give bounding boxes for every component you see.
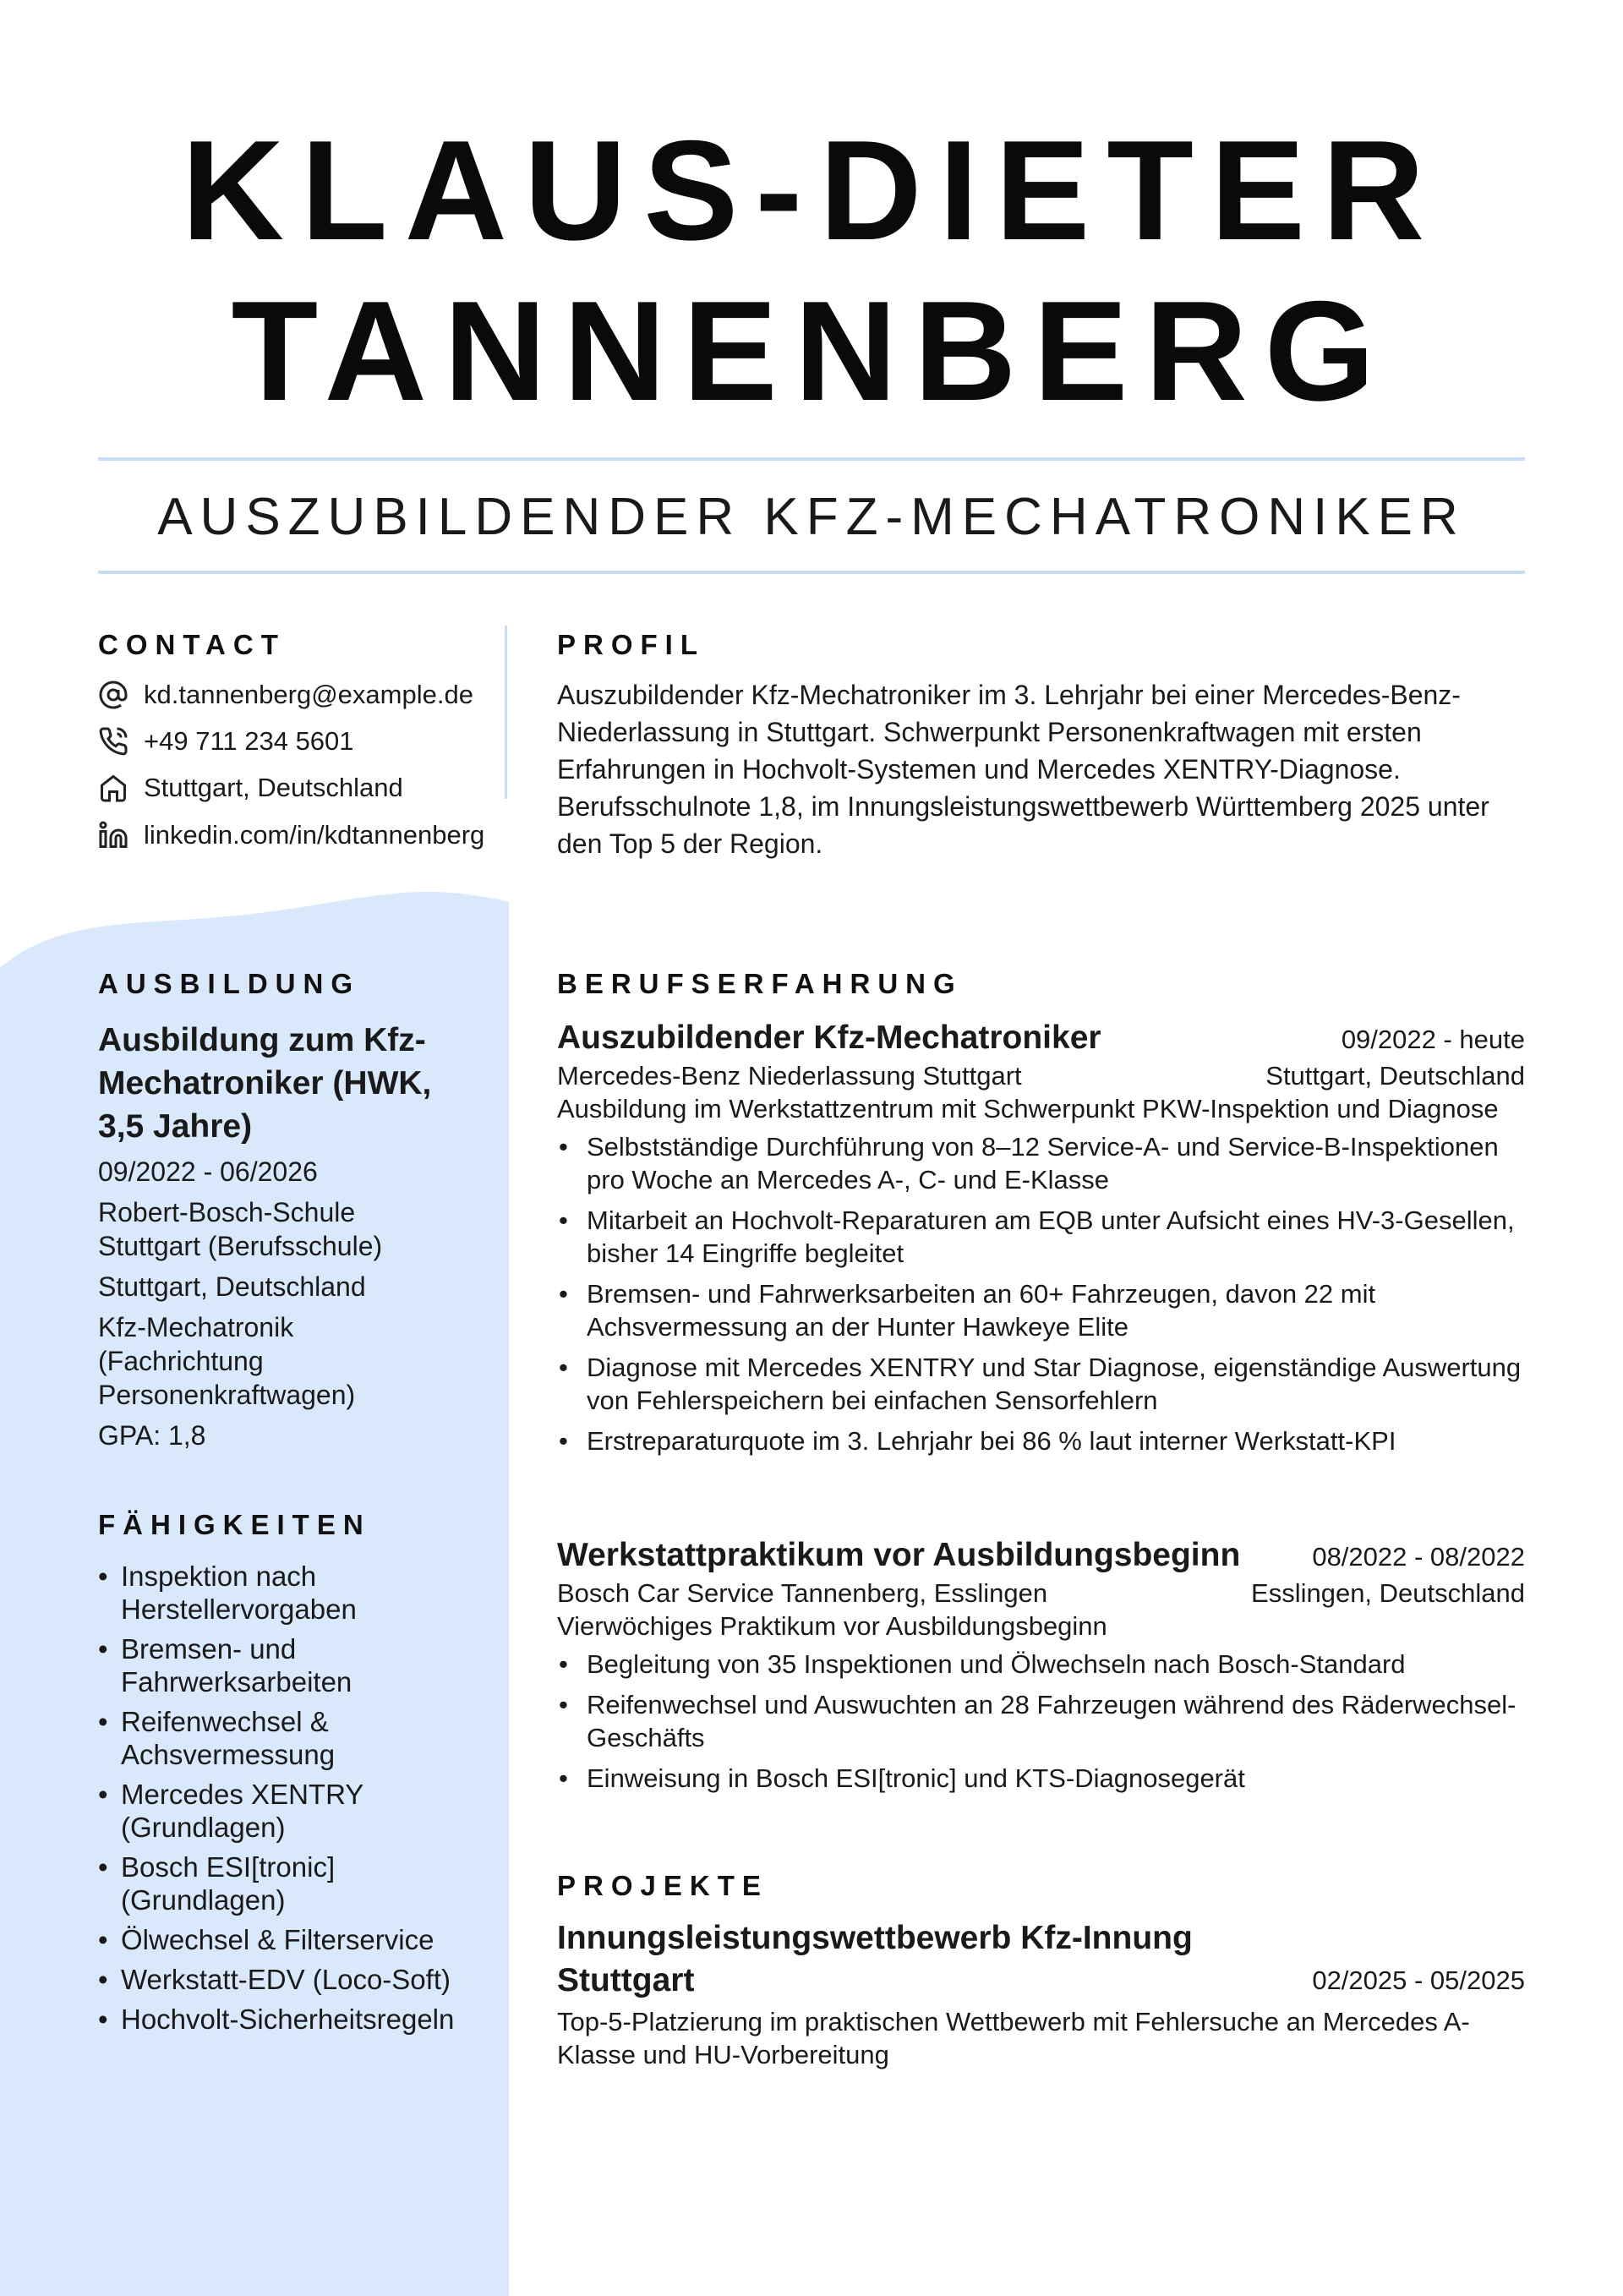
education-gpa: GPA: 1,8 <box>98 1420 206 1451</box>
experience-heading: BERUFSERFAHRUNG <box>557 968 963 999</box>
phone-icon <box>98 726 128 757</box>
contact-linkedin[interactable] <box>98 817 484 854</box>
education-heading: AUSBILDUNG <box>98 968 360 999</box>
projects-heading: PROJEKTE <box>557 1870 768 1901</box>
profile-text: Auszubildender Kfz-Mechatroniker im 3. Lehrjahr bei einer Mercedes-Benz-Niederlassung in Stuttgart. Schwerpunkt Personenkraftwagen mit ersten Erfahrungen in Hochvolt-Systemen und Mercedes XENTRY-Diagnose. Berufsschulnote 1,8, im Innungsleistungswettbewerb Württemberg 2025 unter den Top 5 der Region. <box>557 680 1489 859</box>
skill-item: • Inspektion nach Herstellervorgaben <box>98 1560 487 1626</box>
job-entry <box>557 1017 1525 1465</box>
skill-item: • Bremsen- und Fahrwerksarbeiten <box>98 1632 487 1698</box>
at-icon <box>98 680 128 710</box>
education-school: Robert-Bosch-Schule Stuttgart (Berufsschule) <box>98 1197 383 1261</box>
skill-item: • Mercedes XENTRY (Grundlagen) <box>98 1778 487 1844</box>
header-rule-top <box>98 457 1525 461</box>
job-bullets <box>557 1130 1525 1457</box>
skill-item: • Bosch ESI[tronic] (Grundlagen) <box>98 1850 487 1916</box>
skill-item: • Ölwechsel & Filterservice <box>98 1923 487 1956</box>
location-text: Stuttgart, Deutschland <box>144 773 403 802</box>
column-divider <box>505 626 507 799</box>
job-company: Bosch Car Service Tannenberg, Esslingen <box>557 1578 1048 1608</box>
contact-heading: CONTACT <box>98 629 286 660</box>
contact-phone[interactable] <box>98 723 354 760</box>
contact-email[interactable] <box>98 676 473 713</box>
contact-location <box>98 769 403 806</box>
job-company: Mercedes-Benz Niederlassung Stuttgart <box>557 1061 1022 1091</box>
job-bullet: • Mitarbeit an Hochvolt-Reparaturen am EQB unter Aufsicht eines HV-3-Gesellen, bisher 14 Eingriffe begleitet <box>557 1204 1525 1270</box>
home-icon <box>98 773 128 803</box>
name-line-1: KLAUS-DIETER <box>181 111 1442 270</box>
job-entry <box>557 1534 1525 1802</box>
job-bullet: • Bremsen- und Fahrwerksarbeiten an 60+ Fahrzeugen, davon 22 mit Achsvermessung an der Hunter Hawkeye Elite <box>557 1277 1525 1343</box>
job-location: Stuttgart, Deutschland <box>1265 1061 1525 1091</box>
education-title: Ausbildung zum Kfz-Mechatroniker (HWK, 3,5 Jahre) <box>98 1022 432 1145</box>
education-field: Kfz-Mechatronik (Fachrichtung Personenkraftwagen) <box>98 1312 356 1410</box>
full-name <box>0 110 1623 431</box>
job-bullet: • Begleitung von 35 Inspektionen und Ölwechseln nach Bosch-Standard <box>557 1648 1525 1681</box>
skill-item: • Reifenwechsel & Achsvermessung <box>98 1705 487 1771</box>
header-rule-bottom <box>98 571 1525 574</box>
job-title: Werkstattpraktikum vor Ausbildungsbeginn <box>557 1537 1241 1573</box>
phone-text: +49 711 234 5601 <box>144 726 354 756</box>
job-bullet: • Selbstständige Durchführung von 8–12 Service-A- und Service-B-Inspektionen pro Woche an Mercedes A-, C- und E-Klasse <box>557 1130 1525 1196</box>
skill-item: • Werkstatt-EDV (Loco-Soft) <box>98 1963 487 1996</box>
project-dates: 02/2025 - 05/2025 <box>1312 1965 1525 1995</box>
job-dates: 09/2022 - heute <box>1341 1025 1525 1054</box>
job-title: Auszubildender Kfz-Mechatroniker <box>557 1020 1101 1056</box>
education-dates: 09/2022 - 06/2026 <box>98 1156 318 1187</box>
job-bullets <box>557 1648 1525 1795</box>
profile-heading: PROFIL <box>557 629 705 660</box>
education-entry <box>98 1019 453 1459</box>
skills-heading: FÄHIGKEITEN <box>98 1509 371 1540</box>
job-bullet: • Erstreparaturquote im 3. Lehrjahr bei 86 % laut interner Werkstatt-KPI <box>557 1424 1525 1457</box>
project-entry <box>557 1917 1525 2071</box>
job-title: AUSZUBILDENDER KFZ-MECHATRONIKER <box>157 488 1466 546</box>
skill-item: • Hochvolt-Sicherheitsregeln <box>98 2003 487 2036</box>
job-dates: 08/2022 - 08/2022 <box>1312 1542 1525 1572</box>
project-text: Top-5-Platzierung im praktischen Wettbewerb mit Fehlersuche an Mercedes A-Klasse und HU-Vorbereitung <box>557 2007 1470 2069</box>
job-summary: Vierwöchiges Praktikum vor Ausbildungsbeginn <box>557 1611 1107 1641</box>
name-line-2: TANNENBERG <box>231 271 1392 430</box>
job-summary: Ausbildung im Werkstattzentrum mit Schwerpunkt PKW-Inspektion und Diagnose <box>557 1094 1499 1123</box>
skills-list <box>98 1560 487 2042</box>
linkedin-icon <box>98 820 128 850</box>
job-bullet: • Einweisung in Bosch ESI[tronic] und KTS-Diagnosegerät <box>557 1762 1525 1795</box>
linkedin-text: linkedin.com/in/kdtannenberg <box>144 820 485 850</box>
job-location: Esslingen, Deutschland <box>1251 1578 1525 1608</box>
email-text: kd.tannenberg@example.de <box>144 680 473 709</box>
education-location: Stuttgart, Deutschland <box>98 1271 366 1302</box>
project-title: Innungsleistungswettbewerb Kfz-Innung Stuttgart <box>557 1920 1193 1998</box>
job-bullet: • Reifenwechsel und Auswuchten an 28 Fahrzeugen während des Räderwechsel-Geschäfts <box>557 1688 1525 1754</box>
job-bullet: • Diagnose mit Mercedes XENTRY und Star Diagnose, eigenständige Auswertung von Fehlerspeichern bei einfachen Sensorfehlern <box>557 1351 1525 1417</box>
